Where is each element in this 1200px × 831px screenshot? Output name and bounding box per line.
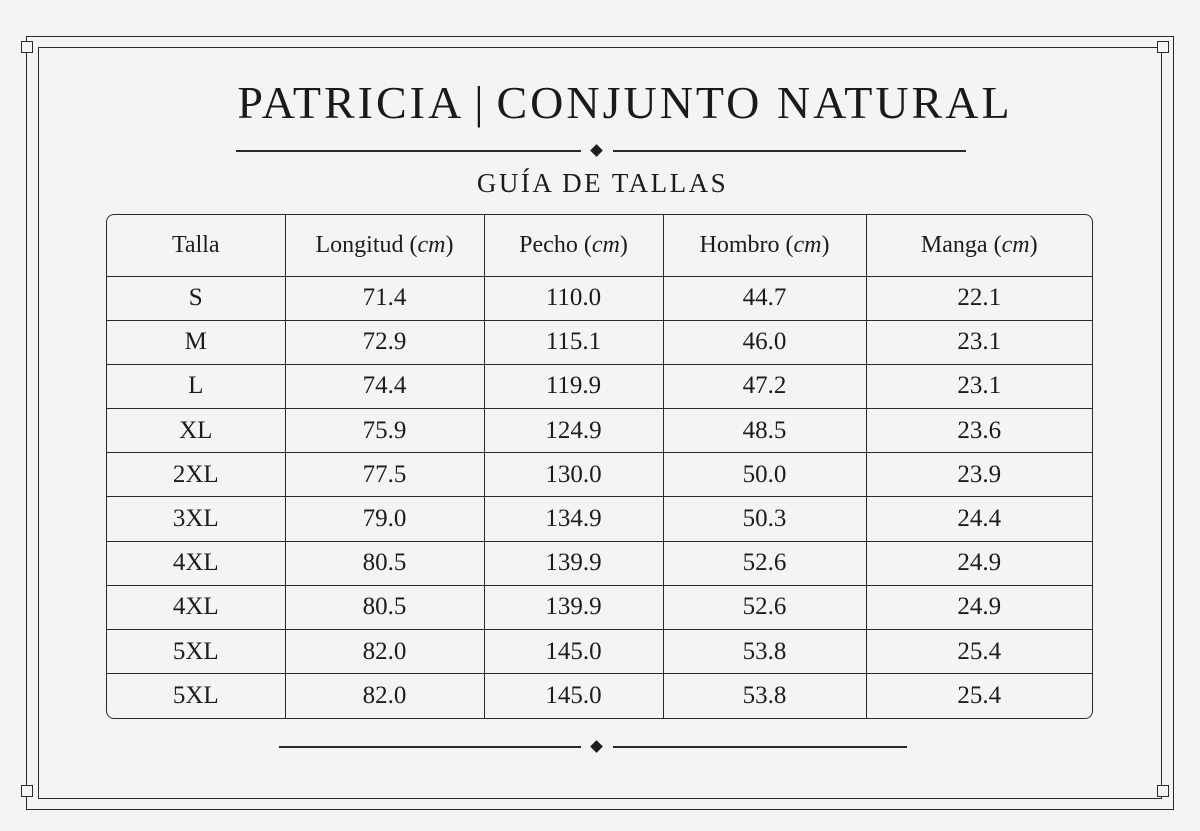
measurement-cell: 79.0 — [285, 497, 484, 541]
measurement-cell: 23.1 — [866, 364, 1092, 408]
measurement-cell: 124.9 — [484, 409, 663, 453]
corner-ornament-bottom-left — [21, 785, 33, 797]
corner-ornament-top-left — [21, 41, 33, 53]
measurement-cell: 25.4 — [957, 682, 1002, 710]
top-divider — [236, 145, 966, 157]
divider-line-right — [613, 150, 966, 152]
measurement-cell: 115.1 — [484, 320, 663, 364]
brand-name: PATRICIA — [237, 77, 465, 128]
measurement-cell: 75.9 — [285, 409, 484, 453]
size-cell: 5XL — [107, 630, 285, 674]
column-unit: cm — [793, 231, 822, 258]
size-cell: 2XL — [107, 453, 285, 497]
measurement-cell: 72.9 — [285, 320, 484, 364]
measurement-cell: 23.1 — [866, 320, 1092, 364]
table-row — [107, 497, 1092, 541]
measurement-cell: 48.5 — [663, 409, 866, 453]
diamond-icon — [590, 740, 603, 753]
measurement-cell: 145.0 — [484, 630, 663, 674]
column-header: Hombro (cm) — [663, 215, 866, 276]
size-cell: XL — [107, 409, 285, 453]
diamond-icon — [590, 144, 603, 157]
measurement-cell: 110.0 — [484, 276, 663, 320]
title-separator: | — [474, 77, 487, 128]
column-unit: cm — [1001, 231, 1030, 258]
column-label: Longitud — [315, 231, 404, 258]
column-label: Pecho — [519, 231, 578, 258]
measurement-cell: 71.4 — [285, 276, 484, 320]
product-name: CONJUNTO NATURAL — [496, 77, 1013, 128]
measurement-cell: 44.7 — [663, 276, 866, 320]
measurement-cell: 24.9 — [866, 585, 1092, 629]
measurement-cell: 22.1 — [866, 276, 1092, 320]
table-row — [107, 364, 1092, 408]
size-cell: 4XL — [107, 585, 285, 629]
column-label: Manga — [920, 231, 988, 258]
corner-ornament-bottom-right — [1157, 785, 1169, 797]
size-cell: 5XL — [107, 674, 285, 718]
measurement-cell: 82.0 — [285, 630, 484, 674]
measurement-cell: 23.6 — [866, 409, 1092, 453]
measurement-cell: 77.5 — [285, 453, 484, 497]
divider-line-right — [613, 746, 907, 748]
size-cell: S — [107, 276, 285, 320]
size-cell: M — [107, 320, 285, 364]
table-row — [107, 453, 1092, 497]
measurement-cell: 23.9 — [866, 453, 1092, 497]
measurement-cell: 139.9 — [484, 541, 663, 585]
page-title — [0, 76, 1200, 129]
measurement-cell: 139.9 — [484, 585, 663, 629]
measurement-cell: 130.0 — [484, 453, 663, 497]
measurement-cell: 52.6 — [663, 541, 866, 585]
measurement-cell: 25.4 — [866, 630, 1092, 674]
measurement-cell: 134.9 — [484, 497, 663, 541]
table-row — [107, 541, 1092, 585]
measurement-cell: 46.0 — [663, 320, 866, 364]
measurement-cell: 119.9 — [484, 364, 663, 408]
subtitle: GUÍA DE TALLAS — [476, 168, 729, 198]
measurement-cell: 24.9 — [866, 541, 1092, 585]
measurement-cell: 47.2 — [663, 364, 866, 408]
measurement-cell: 80.5 — [285, 585, 484, 629]
column-unit: cm — [591, 231, 620, 258]
bottom-divider — [279, 741, 907, 753]
measurement-cell: 24.4 — [866, 497, 1092, 541]
divider-line-left — [279, 746, 581, 748]
divider-line-left — [236, 150, 581, 152]
column-header: Pecho (cm) — [484, 215, 663, 276]
size-cell: 3XL — [107, 497, 285, 541]
column-label: Talla — [171, 231, 220, 258]
size-cell: 4XL — [107, 541, 285, 585]
measurement-cell: 53.8 — [663, 674, 866, 718]
table-row — [107, 585, 1092, 629]
header-row — [107, 215, 1092, 276]
measurement-cell: 74.4 — [285, 364, 484, 408]
column-header: Longitud (cm) — [285, 215, 484, 276]
table-row — [107, 276, 1092, 320]
measurement-cell: 52.6 — [663, 585, 866, 629]
measurement-cell: 50.3 — [663, 497, 866, 541]
measurement-cell: 82.0 — [285, 674, 484, 718]
measurement-cell: 50.0 — [663, 453, 866, 497]
column-label: Hombro — [699, 231, 780, 258]
column-header — [107, 215, 285, 276]
measurement-cell: 145.0 — [484, 674, 663, 718]
size-cell: L — [107, 364, 285, 408]
table-row — [107, 320, 1092, 364]
table-row — [107, 674, 1092, 718]
table-row — [107, 409, 1092, 453]
measurement-cell: 80.5 — [285, 541, 484, 585]
size-table — [107, 215, 1092, 718]
column-header: Manga (cm) — [866, 215, 1092, 276]
column-unit: cm — [417, 231, 446, 258]
size-table-container — [106, 214, 1093, 719]
table-row — [107, 630, 1092, 674]
measurement-cell: 53.8 — [663, 630, 866, 674]
corner-ornament-top-right — [1157, 41, 1169, 53]
